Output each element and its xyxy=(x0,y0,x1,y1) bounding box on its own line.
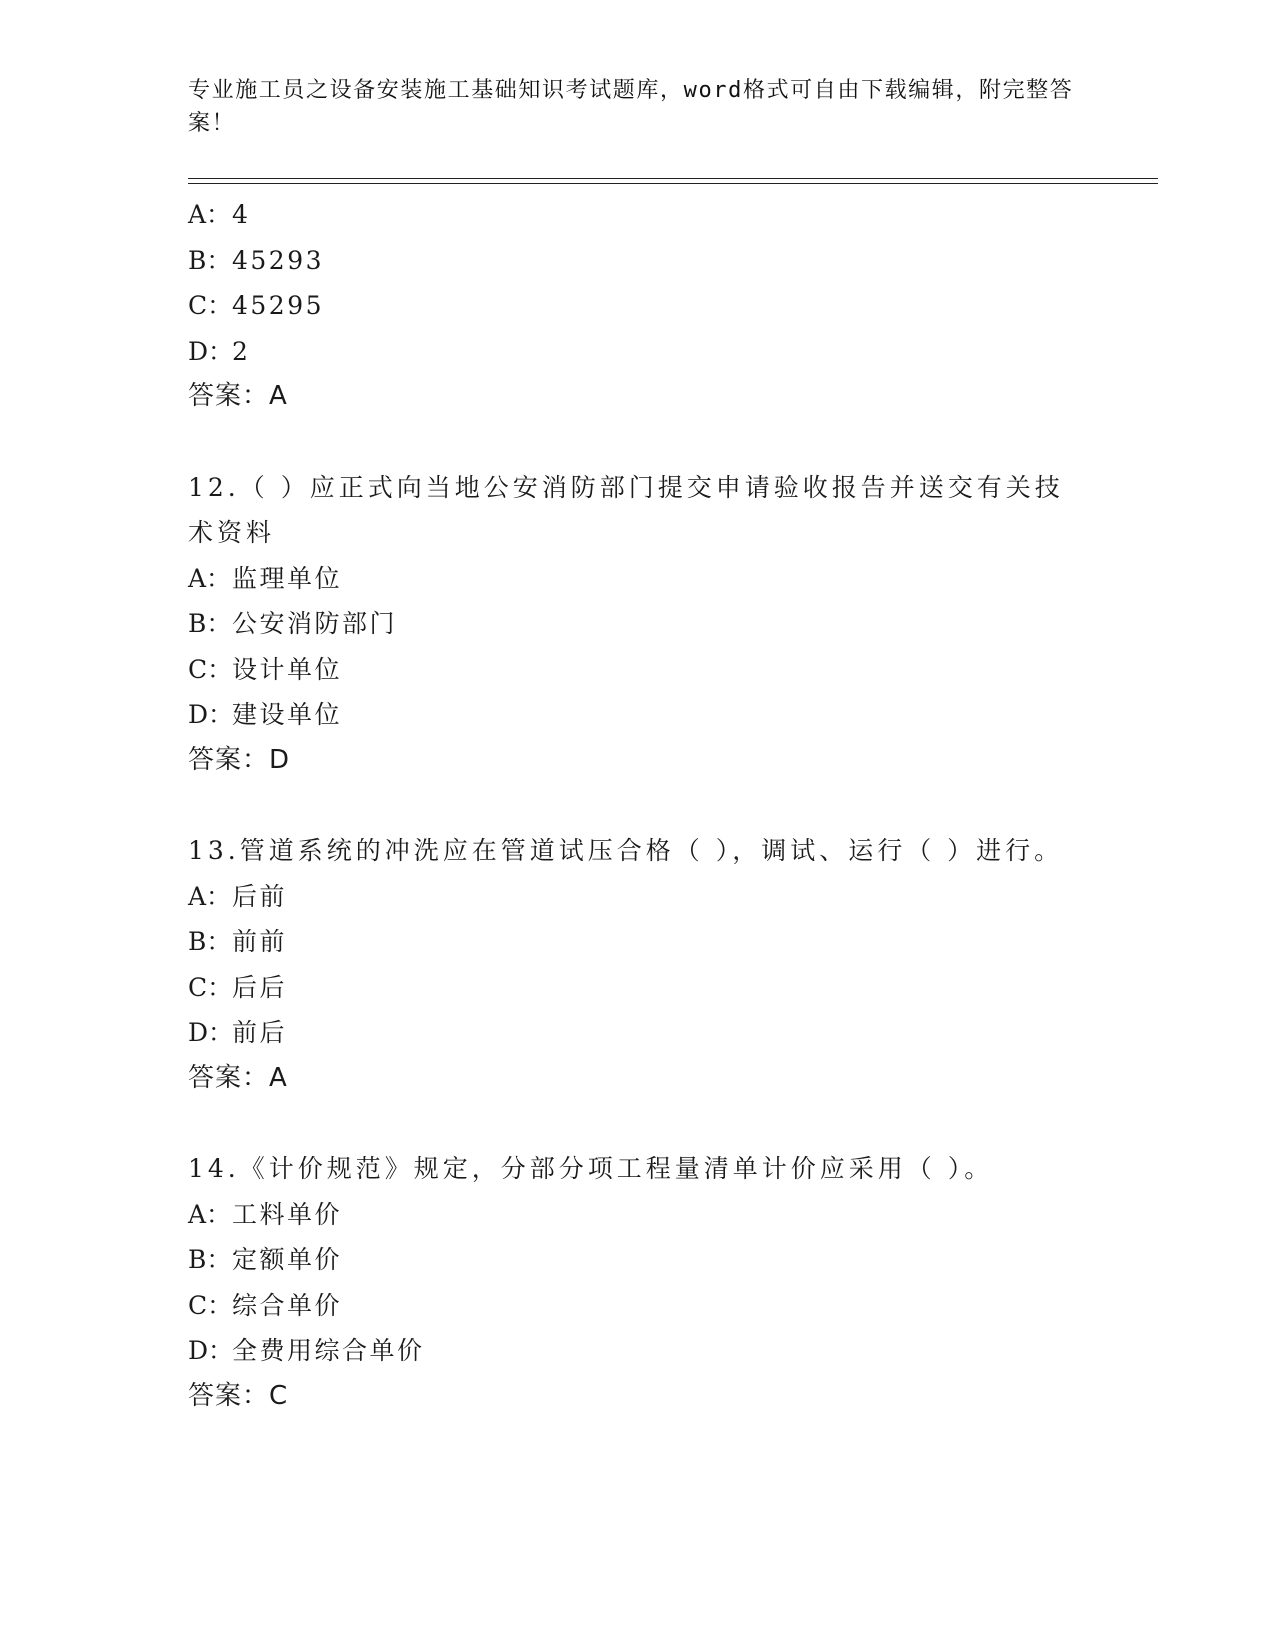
option-key: C： xyxy=(188,291,233,320)
option-text: 后前 xyxy=(232,881,288,911)
spacer xyxy=(188,783,1188,828)
option-b xyxy=(188,919,1188,965)
option-text: 前前 xyxy=(232,927,288,956)
option-d xyxy=(188,1010,1188,1056)
option-a xyxy=(188,874,1188,920)
document-header: 专业施工员之设备安装施工基础知识考试题库，word格式可自由下载编辑，附完整答案！ xyxy=(188,78,1074,136)
option-key: B： xyxy=(188,1245,232,1274)
option-c xyxy=(188,965,1188,1011)
header-divider-top xyxy=(188,178,1158,179)
option-text: 建设单位 xyxy=(232,700,343,729)
option-key: D： xyxy=(188,1336,234,1365)
option-key: B： xyxy=(188,245,232,275)
option-d xyxy=(188,1328,1188,1374)
option-d xyxy=(188,692,1188,738)
question-text: 13.管道系统的冲洗应在管道试压合格（ ），调试、运行（ ）进行。 xyxy=(188,836,1064,865)
answer-line: 答案：A xyxy=(188,1062,288,1093)
option-text: 监理单位 xyxy=(232,563,343,593)
option-b xyxy=(188,238,1188,284)
question-block-11 xyxy=(188,192,1188,420)
option-a xyxy=(188,556,1188,602)
header-divider-bottom xyxy=(188,183,1158,184)
option-key: D： xyxy=(188,336,234,366)
option-key: A： xyxy=(188,200,232,229)
option-text: 45293 xyxy=(232,245,325,275)
option-text: 前后 xyxy=(232,1018,288,1047)
question-block-13 xyxy=(188,828,1188,1101)
question-text: 12.（ ）应正式向当地公安消防部门提交申请验收报告并送交有关技术资料 xyxy=(188,472,1064,547)
spacer xyxy=(188,1101,1188,1146)
option-text: 2 xyxy=(232,336,251,366)
option-text: 设计单位 xyxy=(232,654,343,684)
option-key: D： xyxy=(188,1018,234,1047)
option-c xyxy=(188,647,1188,693)
question-text: 14.《计价规范》规定，分部分项工程量清单计价应采用（ ）。 xyxy=(188,1154,994,1183)
answer-line: 答案：D xyxy=(188,744,291,775)
option-key: A： xyxy=(188,563,232,593)
option-text: 工料单价 xyxy=(232,1199,343,1229)
option-c xyxy=(188,1283,1188,1329)
question-list xyxy=(188,192,1188,1419)
option-key: B： xyxy=(188,609,232,638)
option-d xyxy=(188,329,1188,375)
option-key: C： xyxy=(188,654,233,684)
option-key: C： xyxy=(188,972,233,1002)
option-text: 后后 xyxy=(232,972,288,1002)
option-a xyxy=(188,1192,1188,1238)
spacer xyxy=(188,420,1188,465)
option-text: 4 xyxy=(232,200,251,229)
question-block-12 xyxy=(188,465,1188,784)
answer-line: 答案：C xyxy=(188,1380,289,1411)
option-key: A： xyxy=(188,881,232,911)
option-key: D： xyxy=(188,700,234,729)
option-key: B： xyxy=(188,927,232,956)
option-text: 全费用综合单价 xyxy=(232,1336,425,1365)
option-a xyxy=(188,192,1188,238)
option-b xyxy=(188,601,1188,647)
question-block-14 xyxy=(188,1146,1188,1419)
option-key: A： xyxy=(188,1199,232,1229)
option-text: 定额单价 xyxy=(232,1245,343,1274)
option-text: 综合单价 xyxy=(232,1290,343,1320)
option-key: C： xyxy=(188,1290,233,1320)
option-text: 45295 xyxy=(232,291,325,320)
answer-line: 答案：A xyxy=(188,381,288,411)
option-c xyxy=(188,283,1188,329)
option-text: 公安消防部门 xyxy=(232,609,398,638)
option-b xyxy=(188,1237,1188,1283)
